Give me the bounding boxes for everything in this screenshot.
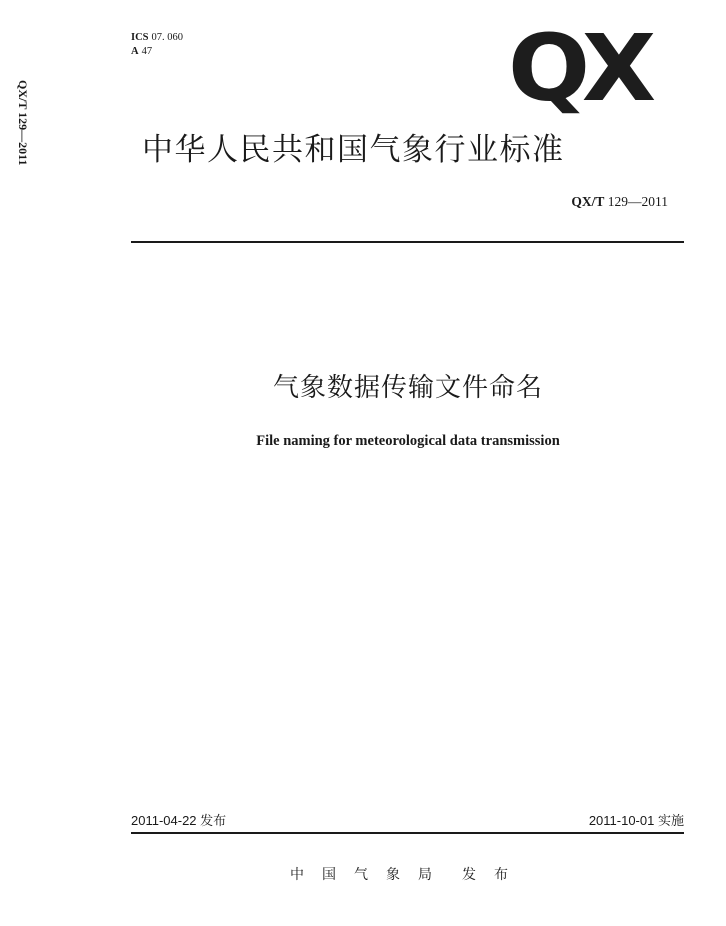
implement-date [589,812,684,830]
document-title-en: File naming for meteorological data transmission [256,433,560,449]
document-title-cn: 气象数据传输文件命名 [272,373,543,403]
standard-title: 中华人民共和国气象行业标准 [142,132,565,168]
publisher-org: 中国气象局 [290,867,450,883]
ccs-code [131,45,152,58]
qx-logo: QX [508,15,648,122]
ccs-label: A [131,46,139,57]
ics-code [131,31,183,44]
issue-date-label: 发布 [200,814,227,829]
standard-number [571,194,668,212]
issue-date [131,812,226,830]
implement-date-label: 实施 [657,814,684,829]
ccs-value: 47 [141,46,153,57]
issue-date-value: 2011-04-22 [131,813,197,828]
side-standard-code: QX/T 129—2011 [16,80,30,166]
publisher-action: 发布 [462,867,526,883]
standard-number-value: 129—2011 [607,194,668,209]
top-divider [131,241,684,243]
ics-label: ICS [131,32,149,43]
implement-date-value: 2011-10-01 [588,813,655,828]
bottom-divider [131,832,684,834]
standard-number-prefix: QX/T [571,194,605,209]
publisher [0,864,726,886]
ics-value: 07. 060 [151,32,184,43]
